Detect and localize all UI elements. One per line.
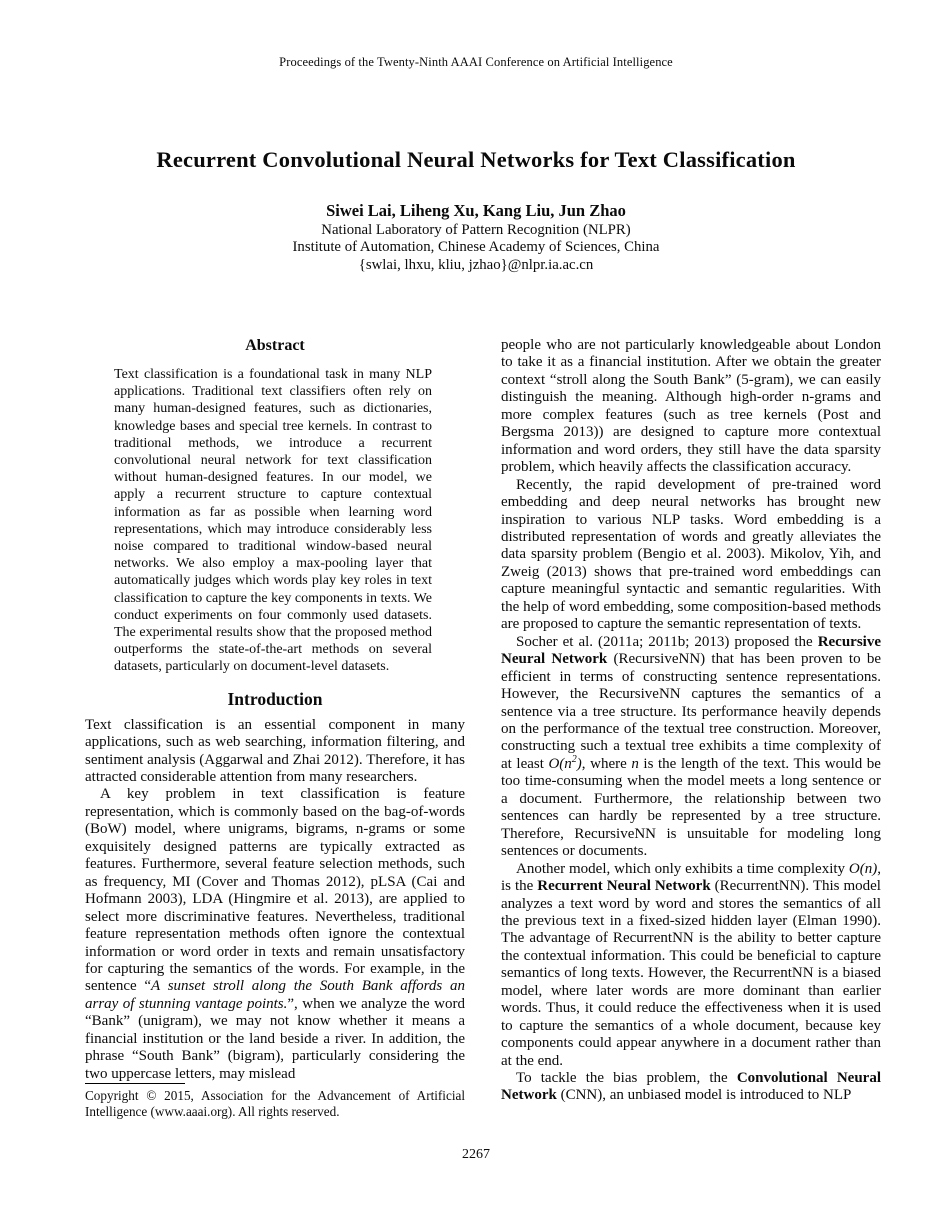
paragraph [501, 337, 881, 477]
text-segment: Text classification is an essential component in many applications, such as web searching, information filtering, and sentiment analysis (Aggarwal and Zhai 2012). Therefore, it has attracted considerable attention from many researchers. [85, 716, 465, 786]
text-segment: A sunset stroll along the South Bank affords an array of stunning vantage points. [85, 978, 465, 1012]
text-segment: (CNN), an unbiased model is introduced to NLP [556, 1087, 852, 1104]
abstract-text: Text classification is a foundational task in many NLP applications. Traditional text classifiers often rely on many human-designed features, such as dictionaries, knowledge bases and special tree kernels. In contrast to traditional methods, we introduce a recurrent convolutional neural network for text classification without human-designed features. In our model, we apply a recurrent structure to capture contextual information as far as possible when learning word representations, which may introduce considerably less noise compared to traditional window-based neural networks. We also employ a max-pooling layer that automatically judges which words play key roles in text classification to capture the key components in texts. We conduct experiments on four commonly used datasets. The experimental results show that the proposed method outperforms the state-of-the-art methods on several datasets, particularly on document-level datasets. [114, 367, 432, 675]
text-segment: ”, when we analyze the word “Bank” (unigram), we may not know whether it means a financial institution or the land beside a river. In addition, the phrase “South Bank” (bigram), particularly considering the two uppercase letters, may mislead [85, 995, 465, 1082]
text-segment: is the length of the text. This would be too time-consuming when the model meets a long sentence or a document. Furthermore, the relationship between two sentences can hardly be represented by a tree structure. Therefore, RecursiveNN is unsuitable for modeling long sentences or documents. [501, 755, 881, 860]
text-segment: (RecurrentNN). This model analyzes a text word by word and stores the semantics of all the previous text in a fixed-sized hidden layer (Elman 1990). The advantage of RecurrentNN is the ability to better capture the contextual information. This could be beneficial to capture semantics of long texts. However, the RecurrentNN is a biased model, where later words are more dominant than earlier words. Thus, it could reduce the effectiveness when it is used to capture the semantics of a whole document, because key components could appear anywhere in a document rather than at the end. [501, 878, 881, 1069]
text-segment: , where [581, 755, 632, 772]
text-segment: (RecursiveNN) that has been proven to be efficient in terms of constructing sentence representations. However, the RecursiveNN captures the semantics of a sentence via a tree structure. Its performance heavily depends on the performance of the textual tree construction. Moreover, constructing such a textual tree exhibits a time complexity of at least [501, 651, 881, 772]
email-line: {swlai, lhxu, kliu, jzhao}@nlpr.ia.ac.cn [358, 256, 594, 273]
page-number: 2267 [462, 1147, 490, 1162]
paragraph [501, 1070, 881, 1105]
text-segment: ) [576, 755, 582, 772]
footnote-rule [85, 1083, 185, 1084]
text-segment: n [631, 755, 639, 772]
text-segment: , is the [501, 860, 881, 895]
affiliation-line-2: Institute of Automation, Chinese Academy of Sciences, China [292, 239, 660, 256]
text-segment: To tackle the bias problem, the [516, 1070, 737, 1087]
paragraph [85, 786, 465, 1083]
paper-title: Recurrent Convolutional Neural Networks for Text Classification [156, 147, 796, 172]
paragraph [501, 861, 881, 1070]
paragraph [501, 634, 881, 861]
affiliation-line-1: National Laboratory of Pattern Recognition (NLPR) [321, 222, 631, 239]
text-segment: 2 [571, 753, 577, 765]
text-segment: O(n [548, 755, 572, 772]
text-segment: people who are not particularly knowledgeable about London to take it as a financial institution. After we obtain the greater context “stroll along the South Bank” (5-gram), we can easily distinguish the meaning. Although high-order n-grams and more complex features (such as tree kernels (Post and Bergsma 2013)) are designed to capture more contextual information and word orders, they still have the data sparsity problem, which heavily affects the classification accuracy. [501, 337, 881, 476]
left-column [85, 337, 465, 1120]
conference-header: Proceedings of the Twenty-Ninth AAAI Conference on Artificial Intelligence [279, 55, 673, 69]
text-segment: Convolutional Neural Network [501, 1070, 882, 1104]
text-segment: Recurrent Neural Network [537, 878, 711, 895]
footnote-text: Copyright © 2015, Association for the Advancement of Artificial Intelligence (www.aaai.org). All rights reserved. [85, 1088, 465, 1120]
author-block [0, 202, 952, 274]
text-segment: Socher et al. (2011a; 2011b; 2013) proposed the [516, 633, 818, 650]
paragraph [501, 477, 881, 634]
copyright-footnote [85, 1083, 465, 1120]
introduction-paragraphs-right [501, 337, 881, 1105]
text-segment: Recently, the rapid development of pre-trained word embedding and deep neural networks has brought new inspiration to various NLP tasks. Word embedding is a distributed representation of words and greatly alleviates the data sparsity problem (Bengio et al. 2003). Mikolov, Yih, and Zweig (2013) shows that pre-trained word embeddings can capture meaningful syntactic and semantic regularities. With the help of word embedding, some composition-based methods are proposed to capture the semantic representation of texts. [501, 476, 881, 633]
introduction-paragraphs-left [85, 717, 465, 1084]
authors-line: Siwei Lai, Liheng Xu, Kang Liu, Jun Zhao [326, 201, 626, 220]
text-segment: A key problem in text classification is feature representation, which is commonly based on the bag-of-words (BoW) model, where unigrams, bigrams, n-grams or some exquisitely designed patterns are typically extracted as features. Furthermore, several feature selection methods, such as frequency, MI (Cover and Thomas 2012), pLSA (Cai and Hofmann 2003), LDA (Hingmire et al. 2013), are applied to select more discriminative features. Nevertheless, traditional feature representation methods often ignore the contextual information or word order in texts and remain unsatisfactory for capturing the semantics of the words. For example, in the sentence “ [85, 786, 465, 995]
right-column [501, 337, 881, 1105]
text-segment: Recursive Neural Network [501, 633, 881, 668]
abstract-heading: Abstract [245, 337, 305, 354]
text-segment: O(n) [848, 860, 878, 877]
two-column-content [85, 337, 882, 1120]
introduction-heading: Introduction [227, 688, 323, 709]
text-segment: Another model, which only exhibits a time complexity [516, 860, 849, 877]
paragraph [85, 717, 465, 787]
